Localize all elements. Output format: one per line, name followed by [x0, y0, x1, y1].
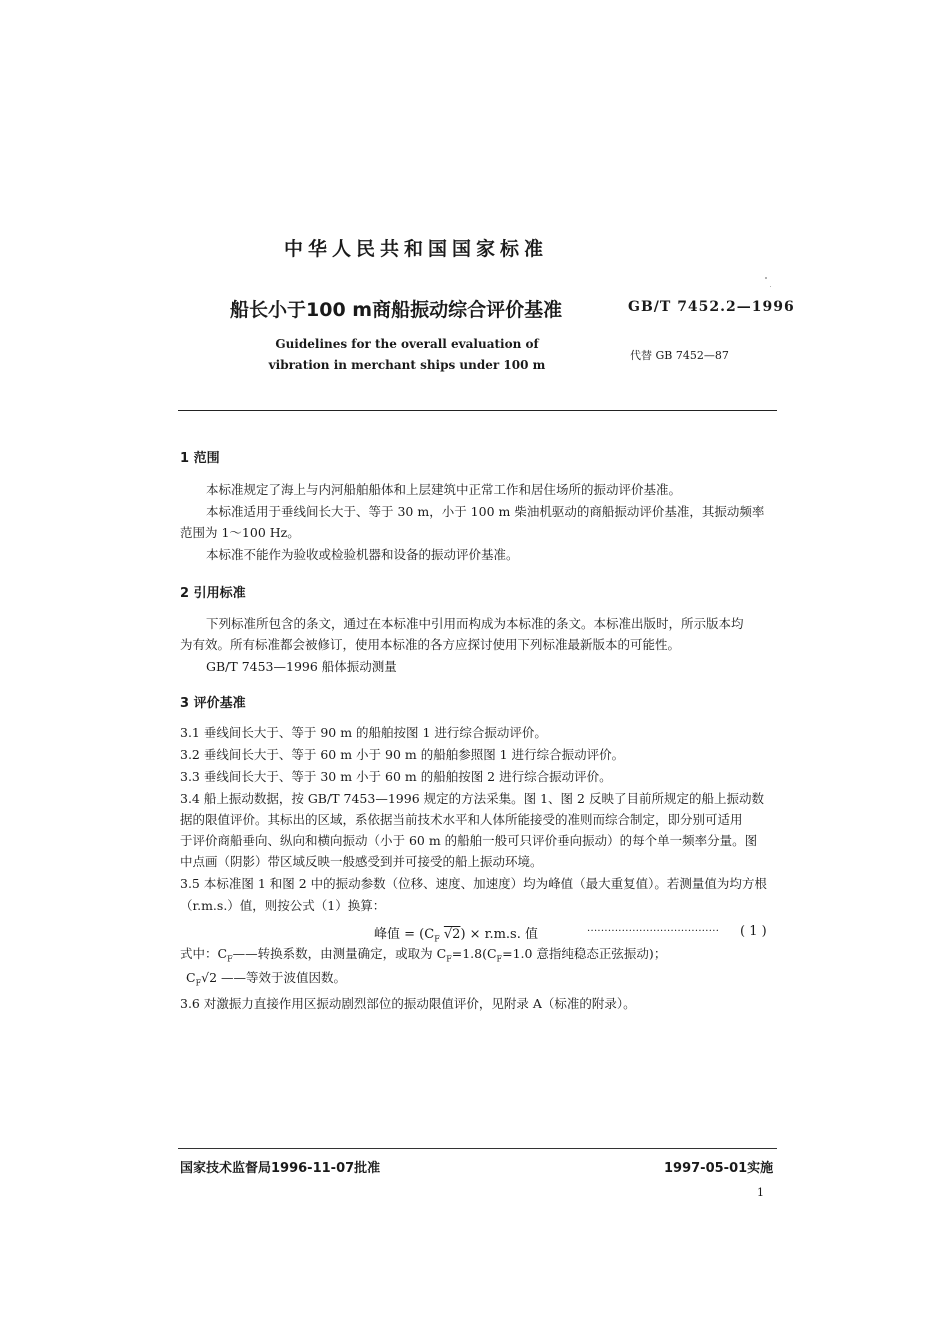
document-title-cn: 船长小于100 m商船振动综合评价基准	[230, 299, 563, 321]
clause-3-5-line-2: （r.m.s.）值，则按公式（1）换算：	[180, 898, 386, 913]
peak-value-formula	[374, 923, 538, 944]
where-2-sub: F	[195, 978, 202, 988]
where-1-c: =1.8(C	[451, 946, 497, 961]
clause-3-3: 3.3 垂线间长大于、等于 30 m 小于 60 m 的船舶按图 2 进行综合振动评价。	[180, 769, 612, 784]
scan-speck	[765, 277, 767, 279]
where-1-d: =1.0 意指纯稳态正弦振动)；	[502, 946, 667, 961]
clause-3-4-line-2: 据的限值评价。其标出的区域，系依据当前技术水平和人体所能接受的准则而综合制定，即分别可适用	[180, 812, 743, 827]
formula-number: ( 1 )	[740, 924, 767, 939]
formula-where-2	[186, 968, 346, 994]
where-2-b: √2 ——等效于波值因数。	[201, 970, 347, 985]
section-2-heading: 2 引用标准	[180, 586, 246, 601]
section-1-para-3: 本标准不能作为验收或检验机器和设备的振动评价基准。	[206, 547, 519, 562]
where-1-sub2: F	[446, 954, 452, 964]
where-1-sub: F	[227, 954, 233, 964]
formula-where-1	[180, 944, 666, 970]
where-1-b: ——转换系数，由测量确定，或取为 C	[232, 946, 447, 961]
clause-3-4-line-3: 于评价商船垂向、纵向和横向振动（小于 60 m 的船舶一般可只评价垂向振动）的每个单一频率分量。图	[180, 833, 758, 848]
where-1-sub3: F	[496, 954, 503, 964]
national-standard-heading: 中华人民共和国国家标准	[284, 238, 549, 260]
section-2-para-1-cont: 为有效。所有标准都会被修订，使用本标准的各方应探讨使用下列标准最新版本的可能性。	[180, 637, 681, 652]
where-1-a: 式中：C	[180, 946, 228, 961]
formula-lhs: 峰值 = (C	[374, 927, 435, 942]
section-1-para-1: 本标准规定了海上与内河船舶船体和上层建筑中正常工作和居住场所的振动评价基准。	[206, 482, 682, 497]
section-1-heading: 1 范围	[180, 451, 220, 466]
footer-divider	[178, 1148, 777, 1149]
formula-leader-dots: ······································	[587, 926, 720, 937]
section-2-para-1: 下列标准所包含的条文，通过在本标准中引用而构成为本标准的条文。本标准出版时，所示版本均	[206, 616, 744, 631]
clause-3-5: 3.5 本标准图 1 和图 2 中的振动参数（位移、速度、加速度）均为峰值（最大重复值）。若测量值为均方根	[180, 876, 767, 891]
approval-date: 国家技术监督局1996-11-07批准	[180, 1161, 381, 1176]
section-1-para-2-cont: 范围为 1～100 Hz。	[180, 525, 300, 540]
standard-number: GB/T 7452.2—1996	[628, 299, 795, 315]
replaces-note: 代替 GB 7452—87	[630, 349, 729, 362]
clause-3-6: 3.6 对激振力直接作用区振动剧烈部位的振动限值评价，见附录 A（标准的附录）。	[180, 996, 636, 1011]
clause-3-4: 3.4 船上振动数据，按 GB/T 7453—1996 规定的方法采集。图 1、图 2 反映了目前所规定的船上振动数	[180, 791, 764, 806]
title-en-line-2: vibration in merchant ships under 100 m	[268, 358, 546, 372]
where-2-a: C	[186, 970, 196, 985]
effective-date: 1997-05-01实施	[664, 1161, 774, 1176]
formula-sqrt: √2	[443, 927, 461, 942]
document-title-en	[262, 334, 552, 376]
title-en-line-1: Guidelines for the overall evaluation of	[275, 337, 539, 351]
referenced-standard: GB/T 7453—1996 船体振动测量	[206, 659, 397, 674]
section-3-heading: 3 评价基准	[180, 696, 246, 711]
formula-subscript: F	[434, 934, 440, 944]
header-divider	[178, 410, 777, 411]
clause-3-4-line-4: 中点画（阴影）带区域反映一般感受到并可接受的船上振动环境。	[180, 854, 543, 869]
section-1-para-2: 本标准适用于垂线间长大于、等于 30 m，小于 100 m 柴油机驱动的商船振动评价基准，其振动频率	[206, 504, 765, 519]
scan-speck	[770, 286, 771, 287]
clause-3-1: 3.1 垂线间长大于、等于 90 m 的船舶按图 1 进行综合振动评价。	[180, 725, 547, 740]
formula-rhs: ) × r.m.s. 值	[460, 927, 538, 942]
page-number: 1	[757, 1186, 764, 1199]
clause-3-2: 3.2 垂线间长大于、等于 60 m 小于 90 m 的船舶参照图 1 进行综合振动评价。	[180, 747, 625, 762]
